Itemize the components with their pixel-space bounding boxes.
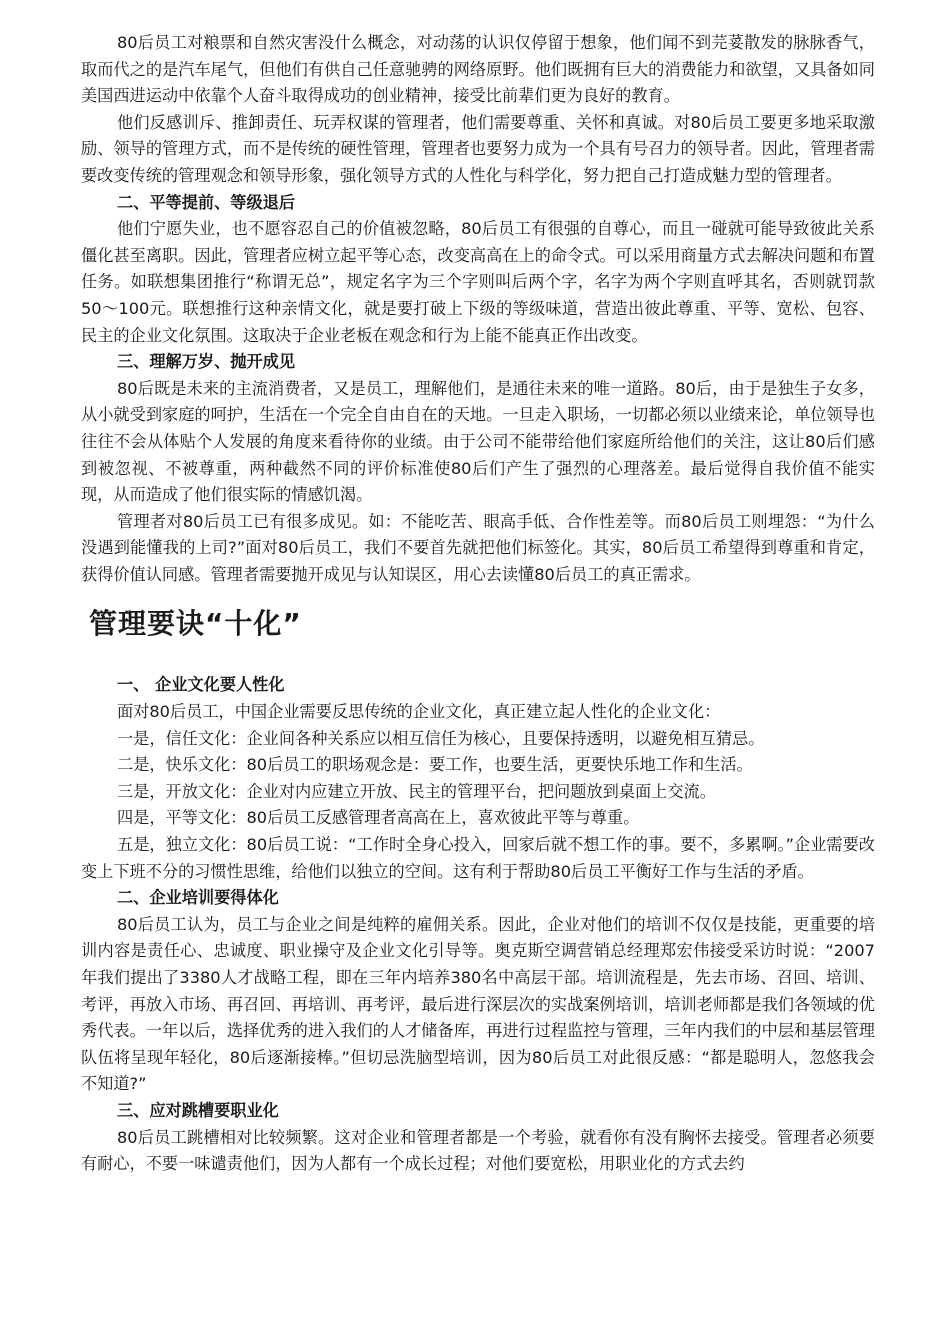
section-heading: 三、理解万岁、抛开成见 [117,352,296,372]
paragraph: 管理者对80后员工已有很多成见。如：不能吃苦、眼高手低、合作性差等。而80后员工则埋怨：“为什么没遇到能懂我的上司?”面对80后员工，我们不要首先就把他们标签化。其实，80后员工希望得到尊重和肯定，获得价值认同感。管理者需要抛开成见与认知误区，用心去读懂80后员工的真正需求。 [81,511,875,584]
paragraph: 他们反感训斥、推卸责任、玩弄权谋的管理者，他们需要尊重、关怀和真诚。对80后员工要更多地采取激励、领导的管理方式，而不是传统的硬性管理，管理者也要努力成为一个具有号召力的领导者。因此，管理者需要改变传统的管理观念和领导形象，强化领导方式的人性化与科学化，努力把自己打造成魅力型的管理者。 [81,112,875,185]
list-item: 二是，快乐文化：80后员工的职场观念是：要工作，也要生活，更要快乐地工作和生活。 [117,755,753,775]
paragraph: 80后员工认为，员工与企业之间是纯粹的雇佣关系。因此，企业对他们的培训不仅仅是技能，更重要的培训内容是责任心、忠诚度、职业操守及企业文化引导等。奥克斯空调营销总经理郑宏伟接受采访时说：“2007年我们提出了3380人才战略工程，即在三年内培养380名中高层干部。培训流程是，先去市场、召回、培训、考评，再放入市场、再召回、再培训、再考评，最后进行深层次的实战案例培训，培训老师都是我们各领域的优秀代表。一年以后，选择优秀的进入我们的人才储备库，再进行过程监控与管理，三年内我们的中层和基层管理队伍将呈现年轻化，80后逐渐接棒。”但切忌洗脑型培训，因为80后员工对此很反感：“都是聪明人，忽悠我会不知道?” [81,914,875,1094]
main-title: 管理要诀“十化” [89,607,302,641]
paragraph: 80后员工跳槽相对比较频繁。这对企业和管理者都是一个考验，就看你有没有胸怀去接受。管理者必须要有耐心，不要一味谴责他们，因为人都有一个成长过程；对他们要宽松，用职业化的方式去约 [81,1127,875,1174]
section-heading: 二、平等提前、等级退后 [117,192,296,212]
list-item: 四是，平等文化：80后员工反感管理者高高在上，喜欢彼此平等与尊重。 [117,808,640,828]
section-heading: 一、 企业文化要人性化 [117,675,285,695]
list-item: 一是，信任文化：企业间各种关系应以相互信任为核心，且要保持透明，以避免相互猜忌。 [117,728,765,748]
paragraph: 面对80后员工，中国企业需要反思传统的企业文化，真正建立起人性化的企业文化： [117,702,721,722]
list-item: 三是，开放文化：企业对内应建立开放、民主的管理平台，把问题放到桌面上交流。 [117,781,716,801]
paragraph: 80后既是未来的主流消费者，又是员工，理解他们，是通往未来的唯一道路。80后，由于是独生子女多，从小就受到家庭的呵护，生活在一个完全自由自在的天地。一旦走入职场，一切都必须以业绩来论，单位领导也往往不会从体贴个人发展的角度来看待你的业绩。由于公司不能带给他们家庭所给他们的关注，这让80后们感到被忽视、不被尊重，两种截然不同的评价标准使80后们产生了强烈的心理落差。最后觉得自我价值不能实现，从而造成了他们很实际的情感饥渴。 [81,378,875,505]
section-heading: 三、应对跳槽要职业化 [117,1100,279,1120]
document-page [81,30,875,1178]
paragraph: 他们宁愿失业，也不愿容忍自己的价值被忽略，80后员工有很强的自尊心，而且一碰就可能导致彼此关系僵化甚至离职。因此，管理者应树立起平等心态，改变高高在上的命令式。可以采用商量方式去解决问题和布置任务。如联想集团推行“称谓无总”，规定名字为三个字则叫后两个字，名字为两个字则直呼其名，否则就罚款50～100元。联想推行这种亲情文化，就是要打破上下级的等级味道，营造出彼此尊重、平等、宽松、包容、民主的企业文化氛围。这取决于企业老板在观念和行为上能不能真正作出改变。 [81,219,875,345]
list-item: 五是，独立文化：80后员工说：“工作时全身心投入，回家后就不想工作的事。要不，多累啊。”企业需要改变上下班不分的习惯性思维，给他们以独立的空间。这有利于帮助80后员工平衡好工作与生活的矛盾。 [81,835,875,881]
paragraph: 80后员工对粮票和自然灾害没什么概念，对动荡的认识仅停留于想象，他们闻不到芫荽散发的脉脉香气，取而代之的是汽车尾气，但他们有供自己任意驰骋的网络原野。他们既拥有巨大的消费能力和欲望，又具备如同美国西进运动中依靠个人奋斗取得成功的创业精神，接受比前辈们更为良好的教育。 [81,33,875,106]
section-heading: 二、企业培训要得体化 [117,888,279,908]
